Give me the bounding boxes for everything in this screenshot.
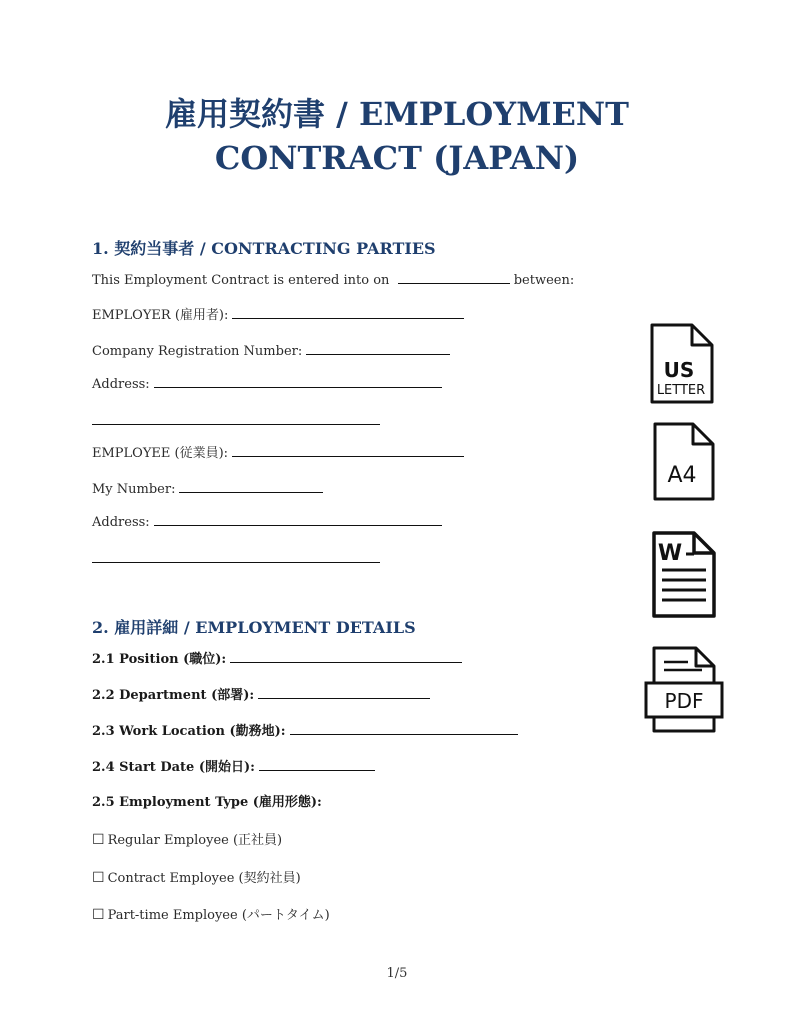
employer-label: EMPLOYER (雇用者): bbox=[92, 308, 229, 323]
section-1-heading: 1. 契約当事者 / CONTRACTING PARTIES bbox=[92, 239, 436, 258]
checkbox-part-time-employee[interactable]: ☐ bbox=[92, 907, 105, 923]
employee-address-field[interactable] bbox=[154, 513, 442, 526]
option-label: Part-time Employee (パートタイム) bbox=[107, 908, 330, 923]
department-label: 2.2 Department (部署): bbox=[92, 688, 255, 703]
my-number-line bbox=[92, 480, 323, 499]
option-regular-employee[interactable] bbox=[92, 831, 282, 850]
employee-address-field-2[interactable] bbox=[92, 562, 380, 563]
employee-field[interactable] bbox=[232, 444, 464, 457]
work-location-field[interactable] bbox=[290, 722, 518, 735]
option-label: Contract Employee (契約社員) bbox=[107, 871, 301, 886]
employee-address-line bbox=[92, 513, 442, 532]
contract-date-field[interactable] bbox=[398, 271, 510, 284]
employer-address-label: Address: bbox=[92, 377, 150, 392]
employee-line bbox=[92, 444, 464, 463]
pdf-file-icon[interactable] bbox=[644, 645, 724, 735]
word-label: W bbox=[657, 541, 683, 566]
document-title bbox=[0, 92, 794, 180]
employee-address-label: Address: bbox=[92, 515, 150, 530]
work-location-label: 2.3 Work Location (勤務地): bbox=[92, 724, 286, 739]
intro-text-before: This Employment Contract is entered into on bbox=[92, 273, 390, 288]
us-letter-file-icon[interactable] bbox=[648, 322, 716, 406]
employer-address-line bbox=[92, 375, 442, 394]
us-label: US bbox=[663, 358, 695, 382]
department-line bbox=[92, 686, 430, 705]
start-date-field[interactable] bbox=[259, 758, 375, 771]
position-label: 2.1 Position (職位): bbox=[92, 652, 227, 667]
option-contract-employee[interactable] bbox=[92, 869, 301, 888]
employer-line bbox=[92, 306, 464, 325]
company-registration-field[interactable] bbox=[306, 342, 450, 355]
position-field[interactable] bbox=[230, 650, 462, 663]
a4-file-icon[interactable] bbox=[651, 421, 717, 503]
a4-label: A4 bbox=[667, 463, 697, 488]
company-registration-label: Company Registration Number: bbox=[92, 344, 303, 359]
work-location-line bbox=[92, 722, 518, 741]
employee-label: EMPLOYEE (従業員): bbox=[92, 446, 229, 461]
employer-field[interactable] bbox=[232, 306, 464, 319]
option-label: Regular Employee (正社員) bbox=[107, 833, 283, 848]
section-2-heading: 2. 雇用詳細 / EMPLOYMENT DETAILS bbox=[92, 618, 416, 637]
word-document-icon[interactable] bbox=[650, 530, 718, 620]
intro-text-after: between: bbox=[513, 273, 575, 288]
letter-label: LETTER bbox=[656, 383, 706, 398]
department-field[interactable] bbox=[258, 686, 430, 699]
title-line-2: CONTRACT (JAPAN) bbox=[214, 139, 580, 177]
intro-line bbox=[92, 271, 574, 290]
checkbox-contract-employee[interactable]: ☐ bbox=[92, 870, 105, 886]
start-date-label: 2.4 Start Date (開始日): bbox=[92, 760, 255, 775]
employment-type-label: 2.5 Employment Type (雇用形態): bbox=[92, 795, 322, 810]
employer-address-field-2[interactable] bbox=[92, 424, 380, 425]
pdf-label: PDF bbox=[664, 689, 704, 713]
checkbox-regular-employee[interactable]: ☐ bbox=[92, 832, 105, 848]
start-date-line bbox=[92, 758, 375, 777]
my-number-field[interactable] bbox=[179, 480, 323, 493]
page-number: 1/5 bbox=[386, 966, 408, 981]
option-part-time-employee[interactable] bbox=[92, 906, 330, 925]
title-line-1: 雇用契約書 / EMPLOYMENT bbox=[165, 95, 629, 133]
position-line bbox=[92, 650, 462, 669]
company-registration-line bbox=[92, 342, 450, 361]
employer-address-field[interactable] bbox=[154, 375, 442, 388]
my-number-label: My Number: bbox=[92, 482, 176, 497]
